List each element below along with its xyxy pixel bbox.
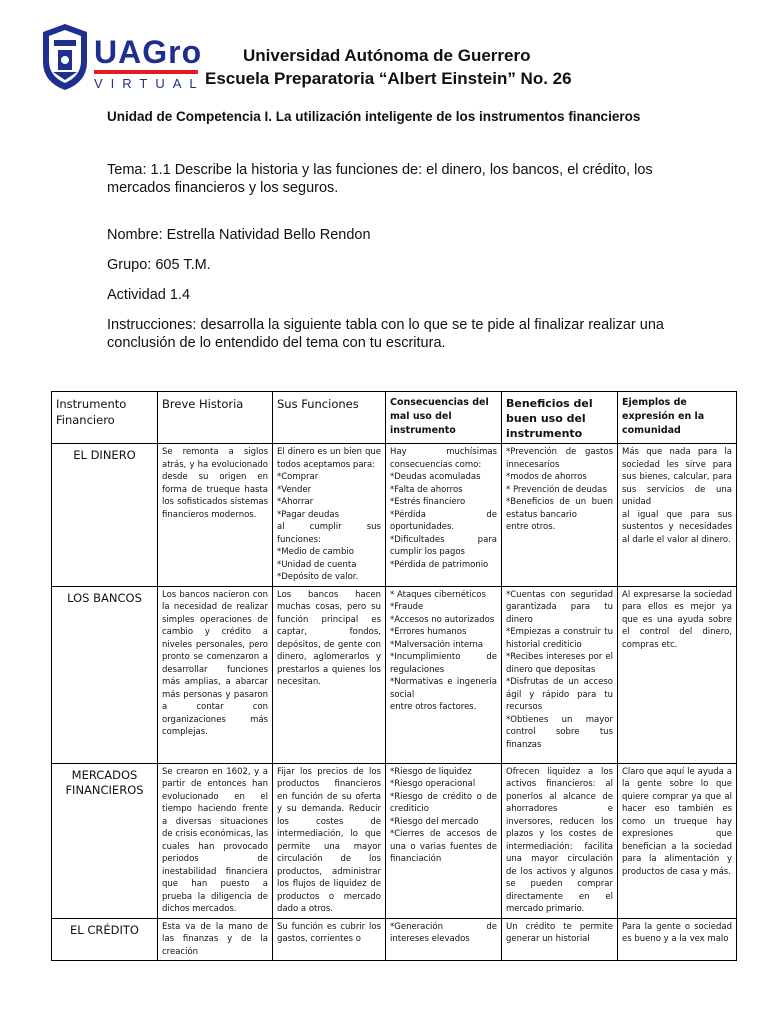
logo-brand-text: UAGro	[94, 34, 203, 70]
table-cell: Un crédito te permite generar un historial	[502, 918, 618, 961]
table-cell: Ofrecen liquidez a los activos financieros: al ponerlos al alcance de ahorradores e inversores, reducen los plazos y los costes de intermediación: facilita una mayor circulación de los activos y algunos se pueden comprar directamente en el mercado primario.	[502, 763, 618, 918]
table-cell: Para la gente o sociedad es bueno y a la vex malo	[618, 918, 737, 961]
financial-instruments-table	[51, 391, 737, 961]
header-examples: Ejemplos de expresión en la comunidad	[618, 392, 737, 444]
table-cell: Se crearon en 1602, y a partir de entonces han evolucionado en el tiempo haciendo frente a diversas situaciones de crisis económicas, las cuales han provocado periodos de inestabilidad financiera que han puesto a prueba la diligencia de dichos mercados.	[158, 763, 273, 918]
table-row	[52, 444, 737, 587]
topic-text: Tema: 1.1 Describe la historia y las funciones de: el dinero, los bancos, el crédito, los mercados financieros y los seguros.	[107, 162, 653, 196]
header-instrument: Instrumento Financiero	[52, 392, 158, 444]
table-cell: *Generación de intereses elevados	[386, 918, 502, 961]
row-label: EL CRÉDITO	[52, 918, 158, 961]
table-cell: *Riesgo de liquidez *Riesgo operacional *Riesgo de crédito o de crediticio *Riesgo del mercado *Cierres de accesos de una o varias fuentes de financiación	[386, 763, 502, 918]
table-cell: Esta va de la mano de las finanzas y de la creación	[158, 918, 273, 961]
table-row	[52, 763, 737, 918]
row-label: MERCADOS FINANCIEROS	[52, 763, 158, 918]
table-cell: Se remonta a siglos atrás, y ha evolucionado desde su origen en forma de trueque hasta los sofisticados sistemas financieros modernos.	[158, 444, 273, 587]
uagro-logo	[40, 22, 210, 94]
student-name: Nombre: Estrella Natividad Bello Rendon	[107, 227, 371, 243]
header-functions: Sus Funciones	[273, 392, 386, 444]
activity-text: Actividad 1.4	[107, 287, 191, 303]
table-cell: Su función es cubrir los gastos, corrientes o	[273, 918, 386, 961]
row-label: EL DINERO	[52, 444, 158, 587]
table-cell: Al expresarse la sociedad para ellos es mejor ya que es una ayuda sobre el control del dinero, compras etc.	[618, 586, 737, 763]
table-cell: El dinero es un bien que todos aceptamos para: *Comprar *Vender *Ahorrar *Pagar deudas al cumplir sus funciones: *Medio de cambio *Unidad de cuenta *Depósito de valor.	[273, 444, 386, 587]
row-label: LOS BANCOS	[52, 586, 158, 763]
table-cell: * Ataques cibernéticos *Fraude *Accesos no autorizados *Errores humanos *Malversación interna *Incumplimiento de regulaciones *Normativas e ingeneria social entre otros factores.	[386, 586, 502, 763]
header-benefits: Beneficios del buen uso del instrumento	[502, 392, 618, 444]
school-name: Escuela Preparatoria “Albert Einstein” No. 26	[205, 69, 572, 88]
logo-divider	[94, 70, 198, 74]
university-seal-icon	[40, 22, 90, 92]
table-cell: Hay muchísimas consecuencias como: *Deudas acomuladas *Falta de ahorros *Estrés financiero *Pérdida de oportunidades. *Dificultades para cumplir los pagos *Pérdida de patrimonio	[386, 444, 502, 587]
logo-sub-text: VIRTUAL	[94, 76, 205, 91]
table-row	[52, 586, 737, 763]
table-cell: *Cuentas con seguridad garantizada para tu dinero *Empiezas a construir tu historial crediticio *Recibes intereses por el dinero que depositas *Disfrutas de un acceso ágil y rápido para tu recursos *Obtienes un mayor control sobre tus finanzas	[502, 586, 618, 763]
table-cell: Claro que aquí le ayuda a la gente sobre lo que quiere comprar ya que al hacer eso también es como un trueque hay expresiones que benefician a la sociedad para la alimentación y productos de casa y más.	[618, 763, 737, 918]
table-cell: Los bancos hacen muchas cosas, pero su función principal es captar, fondos, depósitos, de gente con dinero, aglomerarlos y prestarlos a quienes los necesitan.	[273, 586, 386, 763]
table-cell: Fijar los precios de los productos financieros en función de su oferta y su demanda. Reducir los costes de intermediación, lo que permite una mayor circulación de los productos, administrar los flujos de liquidez de productos o mercado dado a otros.	[273, 763, 386, 918]
header-consequences: Consecuencias del mal uso del instrumento	[386, 392, 502, 444]
table-cell: Más que nada para la sociedad les sirve para sus bienes, calcular, para sus servicios de una unidad al igual que para sus sustentos y necesidades al darle el valor al dinero.	[618, 444, 737, 587]
unit-title: Unidad de Competencia I. La utilización inteligente de los instrumentos financieros	[107, 109, 641, 124]
table-row	[52, 918, 737, 961]
university-name: Universidad Autónoma de Guerrero	[243, 46, 531, 65]
instructions-text: Instrucciones: desarrolla la siguiente tabla con lo que se te pide al finalizar realizar una conclusión de lo entendido del tema con tu escritura.	[107, 317, 664, 351]
header-history: Breve Historia	[158, 392, 273, 444]
table-header-row	[52, 392, 737, 444]
table-cell: *Prevención de gastos innecesarios *modos de ahorros * Prevención de deudas *Beneficios de un buen estatus bancario entre otros.	[502, 444, 618, 587]
group-text: Grupo: 605 T.M.	[107, 257, 211, 273]
table-cell: Los bancos nacieron con la necesidad de realizar simples operaciones de cambio y crédito a niveles personales, pero pronto se comenzaron a desarrollar funciones más amplias, a abarcar más personas y pasaron a contar con organizaciones más complejas.	[158, 586, 273, 763]
